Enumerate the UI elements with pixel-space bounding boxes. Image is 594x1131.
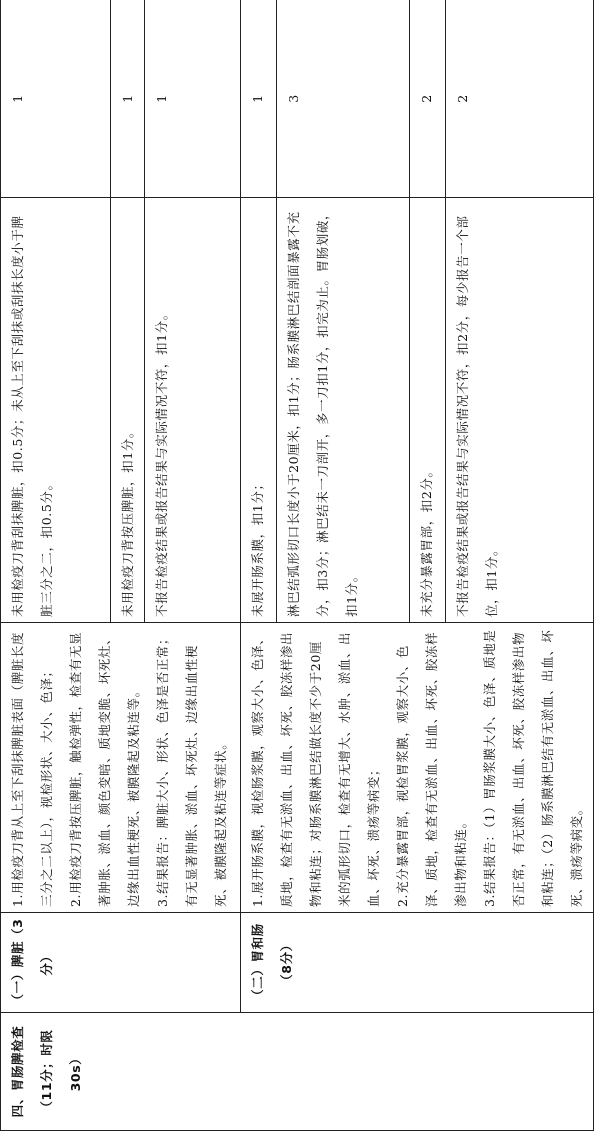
- score-cell: 1: [145, 0, 241, 198]
- criteria-item: 1.展开肠系膜，视检肠浆膜，观察大小、色泽、质地，检查有无淤血、出血、坏死、胶冻样渗出物和粘连；对肠系膜淋巴结做长度不少于20厘米的弧形切口，检查有无增大、水肿、淤血、出血、坏死、溃疡等病变；: [250, 631, 381, 907]
- section-name-spleen: （一）脾脏（3分）: [1, 913, 241, 1013]
- score-cell: 2: [446, 0, 594, 198]
- criteria-item: 3.结果报告：脾脏大小、形状、色泽是否正常；有无显著肿胀、淤血、坏死灶、边缘出血性梗死、被膜隆起及粘连等症状。: [155, 631, 228, 907]
- section-name-stomach-intestine: （二）胃和肠（8分）: [241, 913, 594, 1013]
- table-row: [241, 0, 277, 1131]
- score-cell: 1: [241, 0, 277, 198]
- criteria-item: 1.用检疫刀背从上至下刮抹脾脏表面（脾脏长度三分之二以上），视检形状、大小、色泽；: [10, 631, 54, 907]
- score-cell: 1: [1, 0, 111, 198]
- deduction-cell: 未展开肠系膜，扣1分；: [241, 198, 277, 623]
- score-cell: 2: [410, 0, 446, 198]
- deduction-cell: 不报告检疫结果或报告结果与实际情况不符，扣1分。: [145, 198, 241, 623]
- criteria-item: 2.用检疫刀背按压脾脏，触检弹性，检查有无显著肿胀、淤血、颜色变暗、质地变脆、坏死灶、边缘出血性梗死、被膜隆起及粘连等。: [68, 631, 141, 907]
- deduction-cell: 未充分暴露胃部，扣2分。: [410, 198, 446, 623]
- criteria-item: 3.结果报告：（1）胃肠浆膜大小、色泽、质地是否正常，有无淤血、出血、坏死、胶冻样渗出物和粘连；（2）肠系膜淋巴结有无淤血、出血、坏死、溃疡等病变。: [482, 629, 584, 907]
- score-cell: 3: [277, 0, 410, 198]
- deduction-cell: 未用检疫刀背按压脾脏，扣1分。: [111, 198, 145, 623]
- score-cell: 1: [111, 0, 145, 198]
- deduction-cell: 未用检疫刀背刮抹脾脏，扣0.5分；未从上至下刮抹或刮抹长度小于脾脏三分之二，扣0.5分。: [1, 198, 111, 623]
- category-cell: 四、胃肠脾检查（11分；时限 30s）: [1, 1013, 594, 1131]
- criteria-item: 2.充分暴露胃部，视检胃浆膜，观察大小、色泽、质地，检查有无淤血、出血、坏死、胶冻样渗出物和粘连。: [395, 631, 468, 907]
- criteria-cell-stomach-intestine: [241, 623, 594, 913]
- deduction-cell: 淋巴结弧形切口长度小于20厘米，扣1分；肠系膜淋巴结剖面暴露不充分，扣3分；淋巴结未一刀剖开，多一刀扣1分，扣完为止。胃肠划破，扣1分。: [277, 198, 410, 623]
- table-row: [1, 0, 111, 1131]
- deduction-cell: 不报告检疫结果或报告结果与实际情况不符，扣2分，每少报告一个部位，扣1分。: [446, 198, 594, 623]
- criteria-cell-spleen: [1, 623, 241, 913]
